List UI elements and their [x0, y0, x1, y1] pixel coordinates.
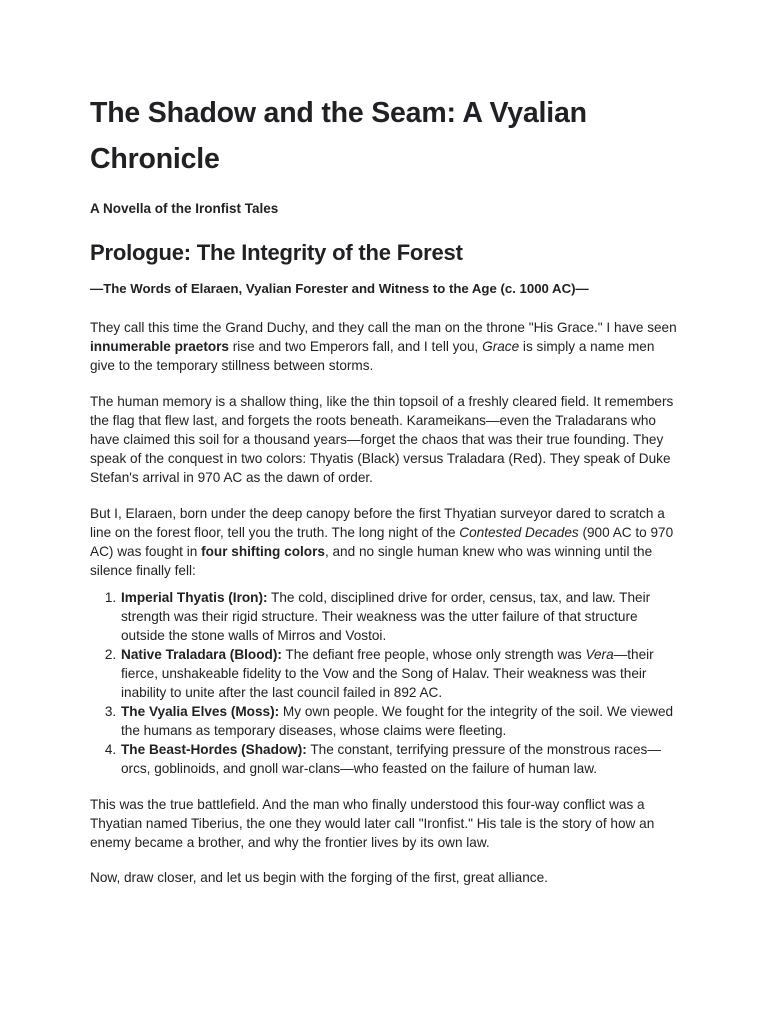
paragraph-3: But I, Elaraen, born under the deep canopy before the first Thyatian surveyor dared to scratch a line on the forest floor, tell you the truth. The long night of the Contested Decades (900 AC to 970 AC) was fought in four shifting colors, and no single human knew who was winning until the silence finally fell: — [90, 506, 674, 578]
list-item: 2. Native Traladara (Blood): The defiant free people, whose only strength was Vera—their fierce, unshakeable fidelity to the Vow and the Song of Halav. Their weakness was their inability to unite after the last council failed in 892 AC. — [120, 645, 678, 702]
list-item-term: The Vyalia Elves (Moss): — [121, 704, 280, 719]
emphasis-bold: four shifting colors — [201, 544, 325, 559]
chapter-heading: Prologue: The Integrity of the Forest — [90, 240, 463, 265]
paragraph-1: They call this time the Grand Duchy, and they call the man on the throne "His Grace." I have seen innumerable praetors rise and two Emperors fall, and I tell you, Grace is simply a name men give to the temporary stillness between storms. — [90, 320, 677, 373]
factions-list — [90, 588, 678, 778]
list-item-term: Imperial Thyatis (Iron): — [121, 590, 268, 605]
list-item: 3. The Vyalia Elves (Moss): My own people. We fought for the integrity of the soil. We viewed the humans as temporary diseases, whose claims were fleeting. — [120, 702, 678, 740]
emphasis-italic: Grace — [482, 339, 520, 354]
paragraph-5: Now, draw closer, and let us begin with the forging of the first, great alliance. — [90, 870, 548, 885]
epigraph: —The Words of Elaraen, Vyalian Forester and Witness to the Age (c. 1000 AC)— — [90, 281, 589, 296]
emphasis-bold: innumerable praetors — [90, 339, 229, 354]
paragraph-2: The human memory is a shallow thing, like the thin topsoil of a freshly cleared field. It remembers the flag that flew last, and forgets the roots beneath. Karameikans—even the Traladarans who have claimed this soil for a thousand years—forget the chaos that was their true founding. They speak of the conquest in two colors: Thyatis (Black) versus Traladara (Red). They speak of Duke Stefan's arrival in 970 AC as the dawn of order. — [90, 394, 674, 485]
list-item-term: The Beast-Hordes (Shadow): — [121, 742, 307, 757]
emphasis-italic: Contested Decades — [459, 525, 579, 540]
emphasis-italic: Vera — [585, 647, 614, 662]
list-item-term: Native Traladara (Blood): — [121, 647, 282, 662]
paragraph-4: This was the true battlefield. And the man who finally understood this four-way conflict was a Thyatian named Tiberius, the one they would later call "Ironfist." His tale is the story of how an enemy became a brother, and why the frontier lives by its own law. — [90, 797, 655, 850]
document-subtitle: A Novella of the Ironfist Tales — [90, 201, 279, 216]
list-item: 4. The Beast-Hordes (Shadow): The constant, terrifying pressure of the monstrous races—orcs, goblinoids, and gnoll war-clans—who feasted on the failure of human law. — [120, 740, 678, 778]
document-title: The Shadow and the Seam: A Vyalian Chronicle — [90, 97, 587, 175]
list-item: 1. Imperial Thyatis (Iron): The cold, disciplined drive for order, census, tax, and law. Their strength was their rigid structure. Their weakness was the utter failure of that structure outside the stone walls of Mirros and Vostoi. — [120, 588, 678, 645]
